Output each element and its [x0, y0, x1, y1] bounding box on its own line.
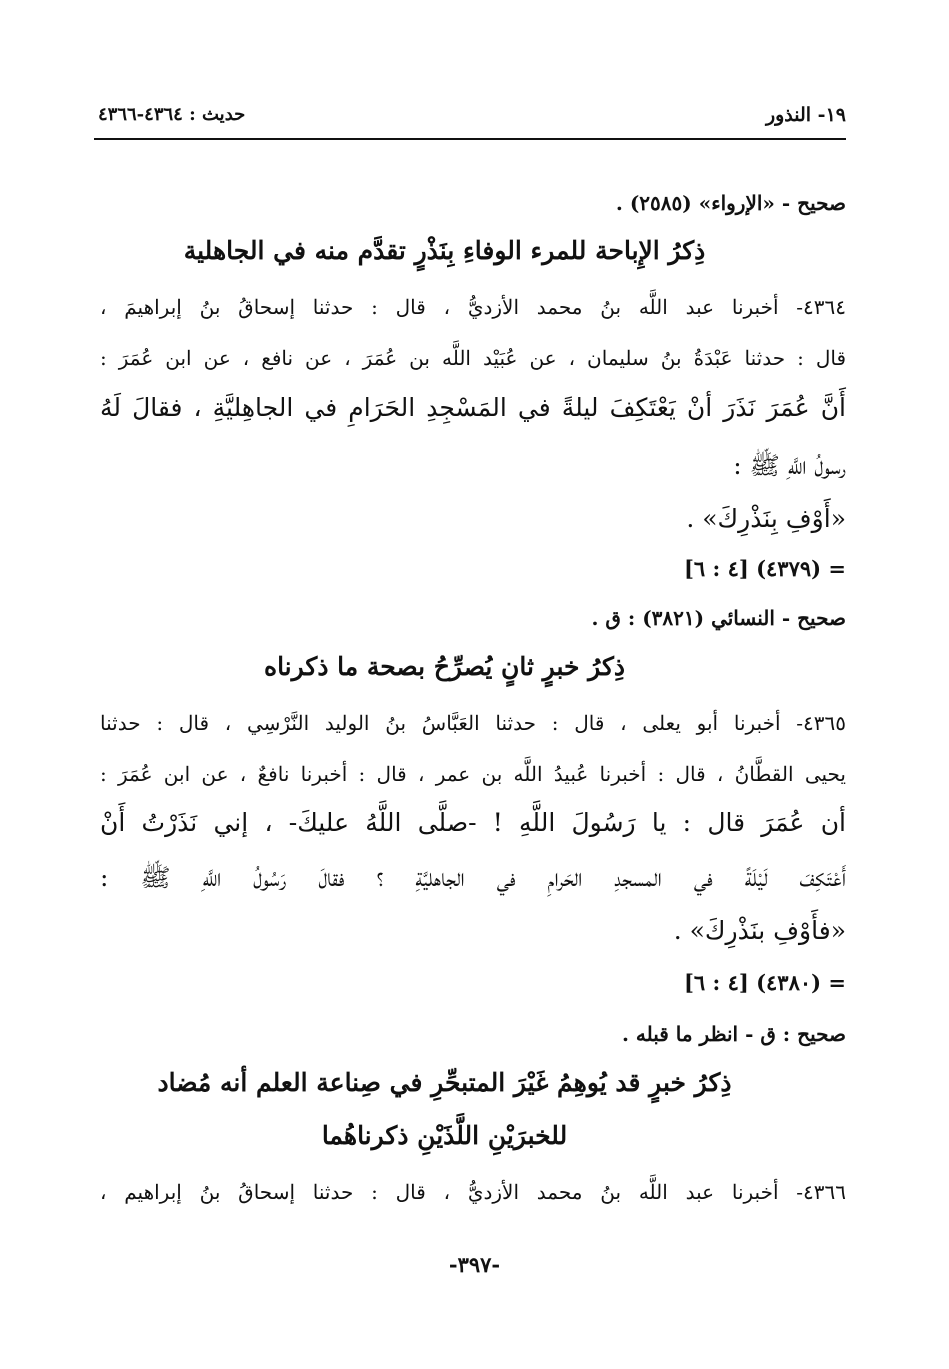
- grade-line: صحيح - «الإرواء» (٢٥٨٥) .: [615, 191, 846, 215]
- section-title: ذِكرُ خبرٍ ثانٍ يُصرِّحُ بصحة ما ذكرناه: [263, 652, 626, 681]
- hadith-range: حديث : ٤٣٦٤-٤٣٦٦: [98, 104, 246, 125]
- matn-line: «فأَوْفِ بنَذْرِكَ» .: [673, 916, 846, 945]
- grade-line: صحيح : ق - انظر ما قبله .: [621, 1022, 846, 1046]
- running-header: [94, 104, 846, 132]
- matn-line: «أَوْفِ بِنَذْرِكَ» .: [686, 504, 846, 533]
- header-rule: [94, 138, 846, 140]
- isnad-line: ٤٣٦٥- أخبرنا أبو يعلى ، قال : حدثنا العَبَّاسُ بنُ الوليد النَّرْسِي ، قال : حدثنا: [100, 711, 846, 735]
- page-number: -٣٩٧-: [448, 1252, 501, 1277]
- matn-line: أن عُمَرَ قال : يا رَسُولَ اللَّهِ ! -صلَّى اللَّهُ عليكَ- ، إني نَذَرْتُ أَنْ: [100, 808, 846, 837]
- matn-line: رسولُ اللَّهِ ﷺ :: [733, 451, 846, 480]
- isnad-line: قال : حدثنا عَبْدَةُ بنُ سليمان ، عن عُبَيْد اللَّه بن عُمَرَ ، عن نافع ، عن ابن عُمَرَ :: [100, 346, 846, 370]
- grade-line: صحيح - النسائي (٣٨٢١) : ق .: [591, 606, 846, 630]
- cross-reference: = (٤٣٧٩) [٤ : ٦]: [683, 556, 846, 581]
- isnad-line: ٤٣٦٦- أخبرنا عبد اللَّه بنُ محمد الأزديُّ ، قال : حدثنا إسحاقُ بنُ إبراهيم ،: [100, 1180, 846, 1204]
- matn-line: أَعْتَكِفَ لَيْلَةً في المسجدِ الحَرامِ في الجاهليَّةِ ؟ فقالَ رَسُولُ اللَّهِ ﷺ :: [100, 863, 846, 892]
- section-title-continued: للخبرَيْنِ اللَّذَيْنِ ذكرناهُما: [321, 1121, 568, 1150]
- chapter-title: ١٩- النذور: [765, 104, 846, 126]
- section-title: ذِكرُ الإِباحة للمرء الوفاءِ بِنَذْرٍ تقدَّم منه في الجاهلية: [183, 236, 706, 265]
- isnad-line: ٤٣٦٤- أخبرنا عبد اللَّه بنُ محمد الأزديُّ ، قال : حدثنا إسحاقُ بنُ إبراهيمَ ،: [100, 295, 846, 319]
- isnad-line: يحيى القطَّانُ ، قال : أخبرنا عُبيدُ اللَّه بن عمر ، قال : أخبرنا نافعٌ ، عن ابن عُمَرَ :: [100, 762, 846, 786]
- section-title: ذِكرُ خبرٍ قد يُوهِمُ غَيْرَ المتبحِّرِ في صِناعة العلم أنه مُضاد: [157, 1068, 732, 1097]
- matn-line: أَنَّ عُمَرَ نَذَرَ أنْ يَعْتَكِفَ ليلةً في المَسْجِدِ الحَرَامِ في الجاهِليَّةِ ، فقالَ لَهُ: [100, 393, 846, 422]
- cross-reference: = (٤٣٨٠) [٤ : ٦]: [683, 970, 846, 995]
